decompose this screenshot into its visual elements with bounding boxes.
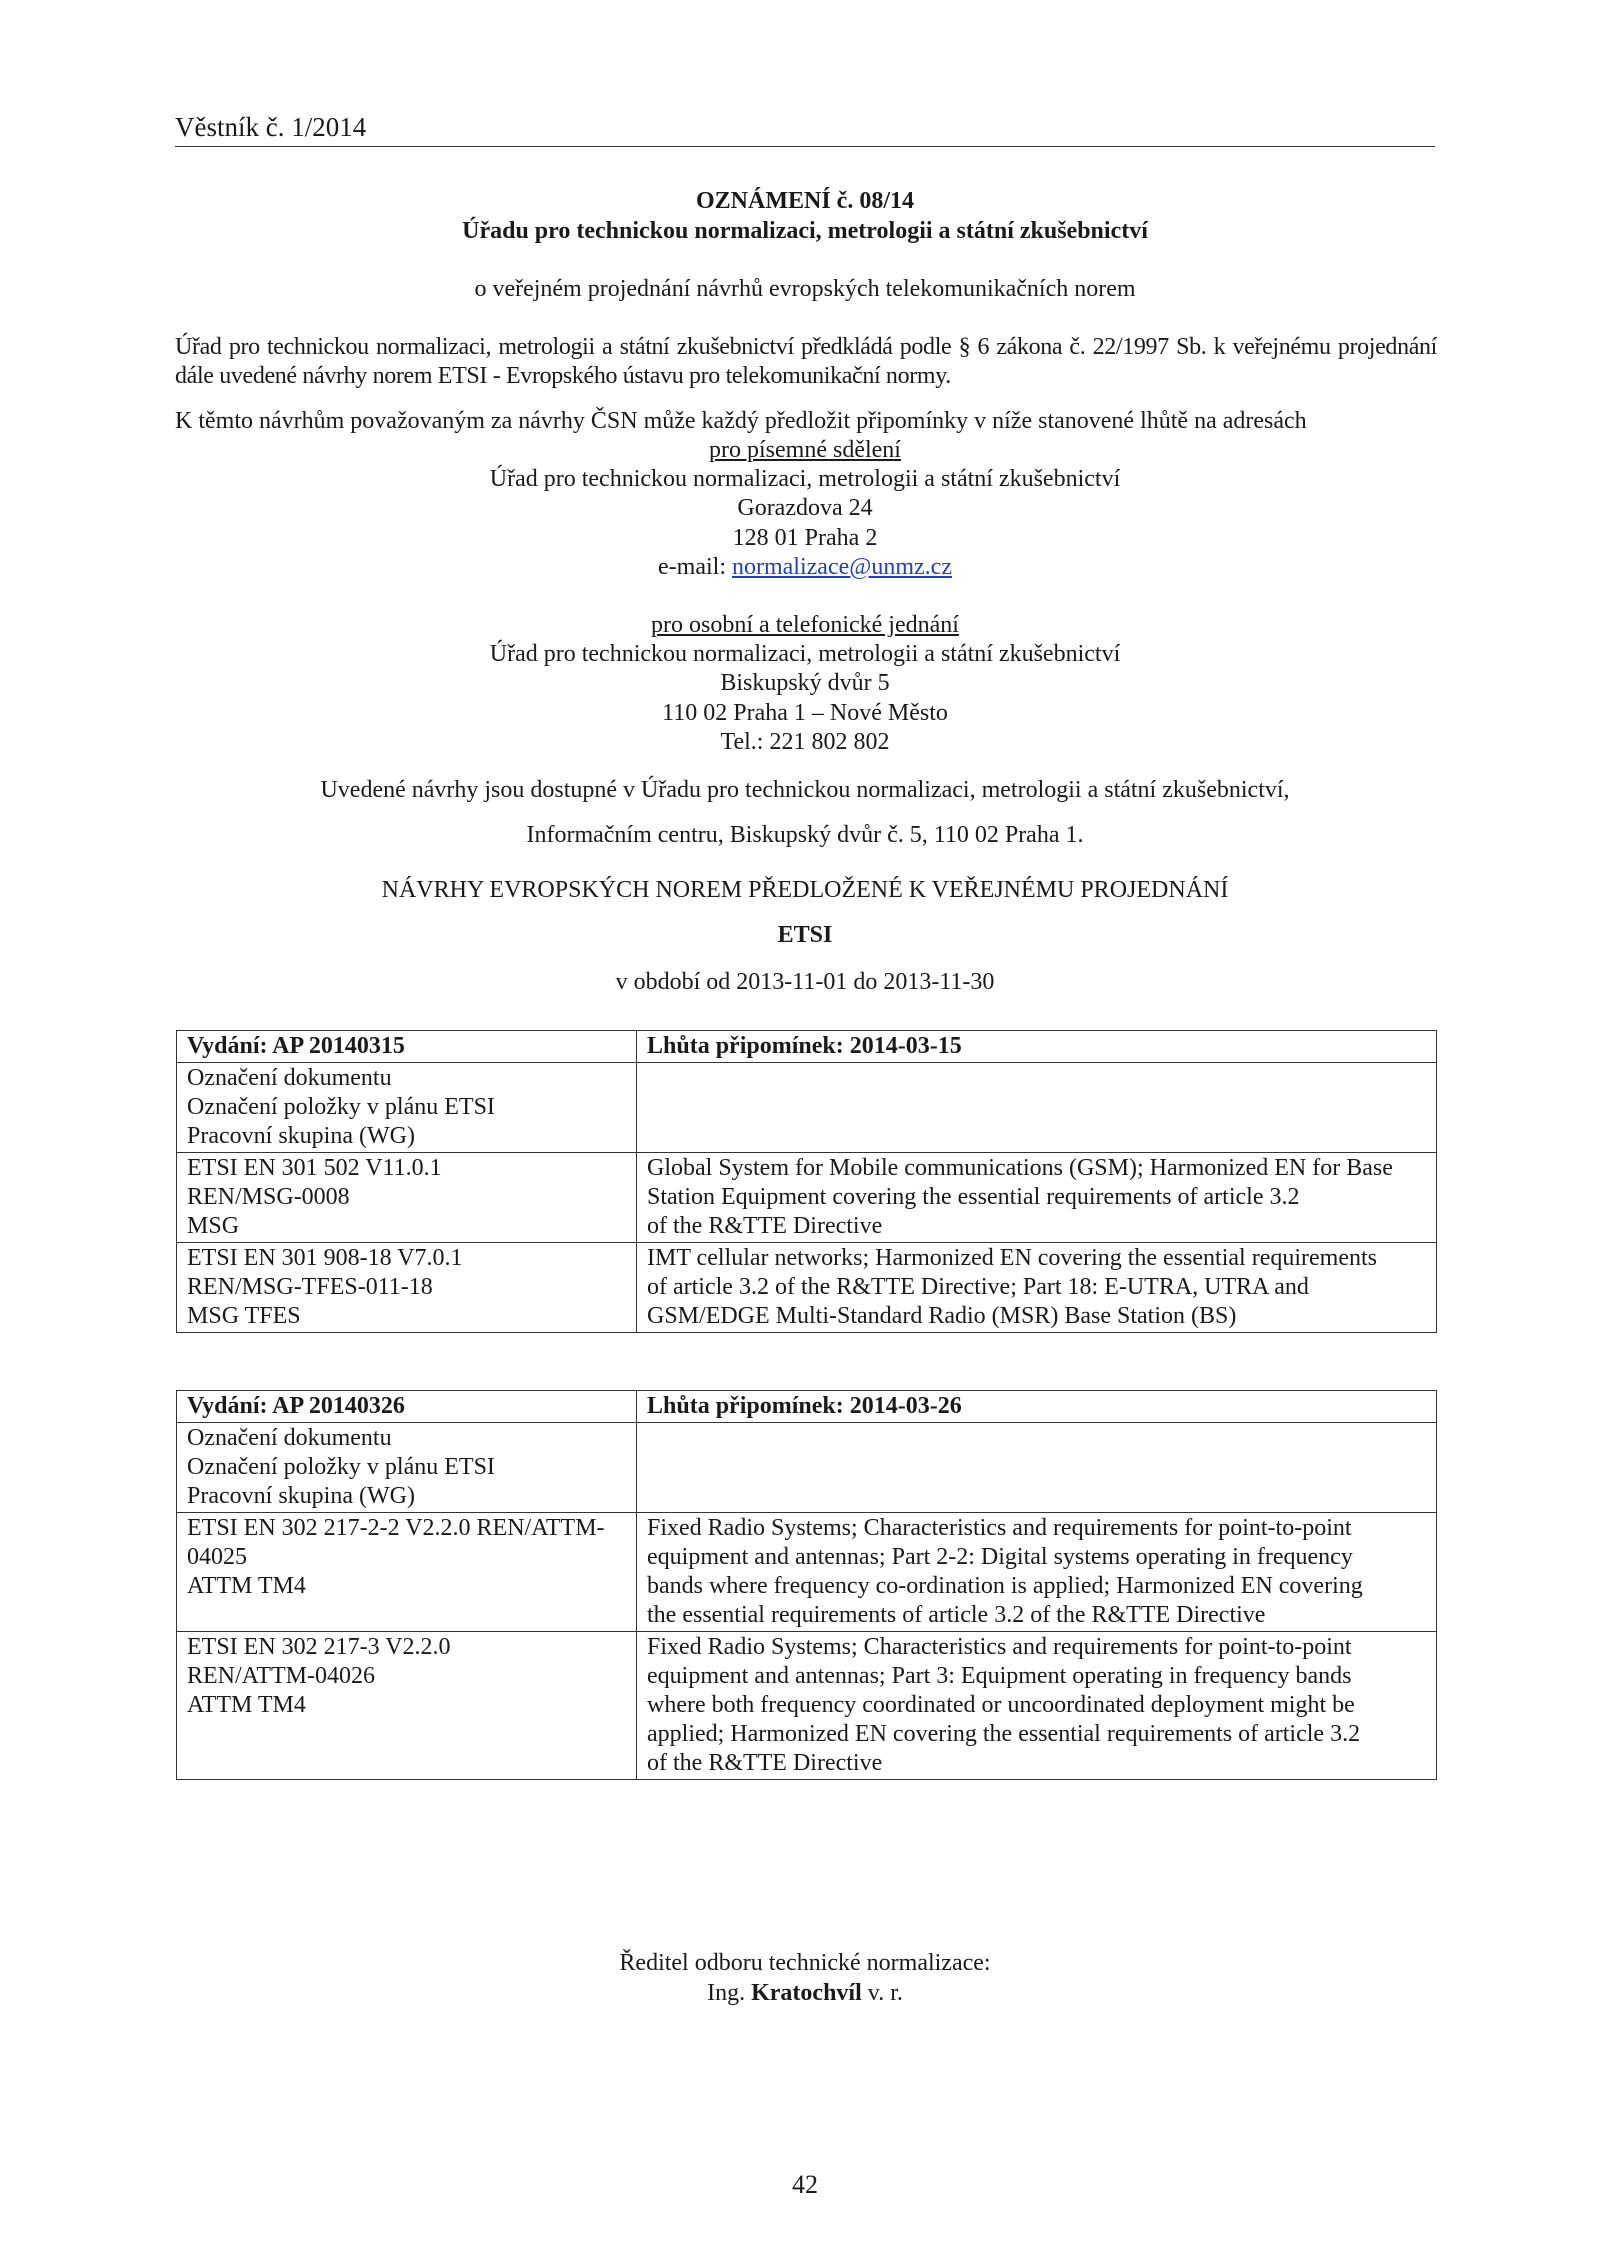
- written-office: Úřad pro technickou normalizaci, metrologii a státní zkušebnictví: [489, 466, 1121, 493]
- legend-line: Označení dokumentu: [187, 1065, 392, 1091]
- document-id-cell: [177, 1243, 637, 1333]
- intro-paragraph: Úřad pro technickou normalizaci, metrologii a státní zkušebnictví předkládá podle § 6 zákona č. 22/1997 Sb. k veřejnému projednání dále uvedené návrhy norem ETSI - Evropského ústavu pro telekomunikační normy.: [175, 334, 1437, 389]
- written-heading: pro písemné sdělení: [709, 437, 901, 463]
- notice-about: o veřejném projednání návrhů evropských telekomunikačních norem: [474, 276, 1136, 302]
- document-id: ETSI EN 302 217-3 V2.2.0: [187, 1634, 451, 1660]
- legend-cell: [177, 1423, 637, 1513]
- comments-paragraph: K těmto návrhům považovaným za návrhy ČSN může každý předložit připomínky v níže stanovené lhůtě na adresách: [175, 408, 1307, 434]
- email-link[interactable]: normalizace@unmz.cz: [731, 553, 952, 580]
- table-row: [177, 1632, 1437, 1780]
- legend-line: Označení položky v plánu ETSI: [187, 1094, 495, 1120]
- journal-header: Věstník č. 1/2014: [175, 110, 1435, 147]
- personal-address-block: [175, 611, 1435, 757]
- plan-item: 04025: [187, 1544, 247, 1570]
- standards-table-1: [176, 1030, 1437, 1333]
- title-line: applied; Harmonized EN covering the essential requirements of article 3.2: [647, 1721, 1361, 1747]
- etsi-label: ETSI: [777, 922, 833, 948]
- signature-name: [175, 1978, 1435, 2008]
- edition-cell: Vydání: AP 20140315: [177, 1031, 637, 1063]
- email-label: e-mail:: [658, 553, 732, 580]
- written-city: 128 01 Praha 2: [732, 524, 878, 551]
- document-id-cell: [177, 1632, 637, 1780]
- table-row: [177, 1153, 1437, 1243]
- working-group: MSG TFES: [187, 1303, 301, 1329]
- edition-cell: Vydání: AP 20140326: [177, 1391, 637, 1423]
- personal-office: Úřad pro technickou normalizaci, metrologii a státní zkušebnictví: [489, 641, 1121, 668]
- document-id: ETSI EN 301 908-18 V7.0.1: [187, 1245, 463, 1271]
- proposals-heading: NÁVRHY EVROPSKÝCH NOREM PŘEDLOŽENÉ K VEŘEJNÉMU PROJEDNÁNÍ: [381, 877, 1229, 903]
- title-line: bands where frequency co-ordination is applied; Harmonized EN covering: [647, 1573, 1363, 1599]
- legend-line: Pracovní skupina (WG): [187, 1483, 415, 1509]
- standards-table-2: [176, 1390, 1437, 1780]
- notice-subtitle: Úřadu pro technickou normalizaci, metrologii a státní zkušebnictví: [462, 218, 1148, 244]
- table-header-row: [177, 1031, 1437, 1063]
- title-line: where both frequency coordinated or uncoordinated deployment might be: [647, 1692, 1355, 1718]
- table-legend-row: [177, 1423, 1437, 1513]
- plan-item: REN/MSG-0008: [187, 1184, 350, 1210]
- legend-empty-cell: [637, 1063, 1437, 1153]
- document-id-cell: [177, 1153, 637, 1243]
- title-line: GSM/EDGE Multi-Standard Radio (MSR) Base Station (BS): [647, 1303, 1237, 1329]
- personal-heading: pro osobní a telefonické jednání: [651, 612, 959, 638]
- working-group: ATTM TM4: [187, 1692, 306, 1718]
- page-number: 42: [792, 2170, 818, 2199]
- deadline-cell: Lhůta připomínek: 2014-03-15: [637, 1031, 1437, 1063]
- title-line: of article 3.2 of the R&TTE Directive; Part 18: E-UTRA, UTRA and: [647, 1274, 1309, 1300]
- name-suffix: v. r.: [861, 1980, 903, 2006]
- availability-line-2: Informačním centru, Biskupský dvůr č. 5, 110 02 Praha 1.: [526, 822, 1084, 848]
- written-address-block: [175, 436, 1435, 582]
- personal-city: 110 02 Praha 1 – Nové Město: [662, 699, 948, 726]
- title-line: equipment and antennas; Part 3: Equipment operating in frequency bands: [647, 1663, 1352, 1689]
- title-line: IMT cellular networks; Harmonized EN covering the essential requirements: [647, 1245, 1377, 1271]
- name-prefix: Ing.: [707, 1980, 752, 2006]
- working-group: MSG: [187, 1213, 240, 1239]
- title-line: of the R&TTE Directive: [647, 1750, 883, 1776]
- period-text: v období od 2013-11-01 do 2013-11-30: [615, 969, 995, 995]
- document-title-cell: [637, 1513, 1437, 1632]
- title-line: of the R&TTE Directive: [647, 1213, 883, 1239]
- document-id: ETSI EN 301 502 V11.0.1: [187, 1155, 442, 1181]
- title-line: Station Equipment covering the essential requirements of article 3.2: [647, 1184, 1300, 1210]
- availability-line-1: Uvedené návrhy jsou dostupné v Úřadu pro technickou normalizaci, metrologii a státní zkušebnictví,: [320, 777, 1290, 803]
- legend-line: Označení položky v plánu ETSI: [187, 1454, 495, 1480]
- legend-cell: [177, 1063, 637, 1153]
- working-group: ATTM TM4: [187, 1573, 306, 1599]
- document-id-cell: [177, 1513, 637, 1632]
- document-title-cell: [637, 1153, 1437, 1243]
- written-email-line: [175, 553, 1435, 582]
- table-row: [177, 1243, 1437, 1333]
- legend-line: Označení dokumentu: [187, 1425, 392, 1451]
- name-surname: Kratochvíl: [751, 1980, 862, 2006]
- document-title-cell: [637, 1632, 1437, 1780]
- personal-phone: Tel.: 221 802 802: [720, 728, 890, 755]
- personal-street: Biskupský dvůr 5: [720, 670, 890, 697]
- notice-title: OZNÁMENÍ č. 08/14: [696, 188, 914, 214]
- table-row: [177, 1513, 1437, 1632]
- signature-role: Ředitel odboru technické normalizace:: [619, 1950, 991, 1976]
- document-id: ETSI EN 302 217-2-2 V2.2.0 REN/ATTM-: [187, 1515, 605, 1541]
- title-line: the essential requirements of article 3.2 of the R&TTE Directive: [647, 1602, 1266, 1628]
- title-line: Global System for Mobile communications (GSM); Harmonized EN for Base: [647, 1155, 1393, 1181]
- written-street: Gorazdova 24: [737, 495, 873, 522]
- title-line: equipment and antennas; Part 2-2: Digital systems operating in frequency: [647, 1544, 1353, 1570]
- title-line: Fixed Radio Systems; Characteristics and requirements for point-to-point: [647, 1634, 1352, 1660]
- title-line: Fixed Radio Systems; Characteristics and requirements for point-to-point: [647, 1515, 1352, 1541]
- document-title-cell: [637, 1243, 1437, 1333]
- table-header-row: [177, 1391, 1437, 1423]
- legend-empty-cell: [637, 1423, 1437, 1513]
- legend-line: Pracovní skupina (WG): [187, 1123, 415, 1149]
- plan-item: REN/ATTM-04026: [187, 1663, 375, 1689]
- plan-item: REN/MSG-TFES-011-18: [187, 1274, 433, 1300]
- deadline-cell: Lhůta připomínek: 2014-03-26: [637, 1391, 1437, 1423]
- table-legend-row: [177, 1063, 1437, 1153]
